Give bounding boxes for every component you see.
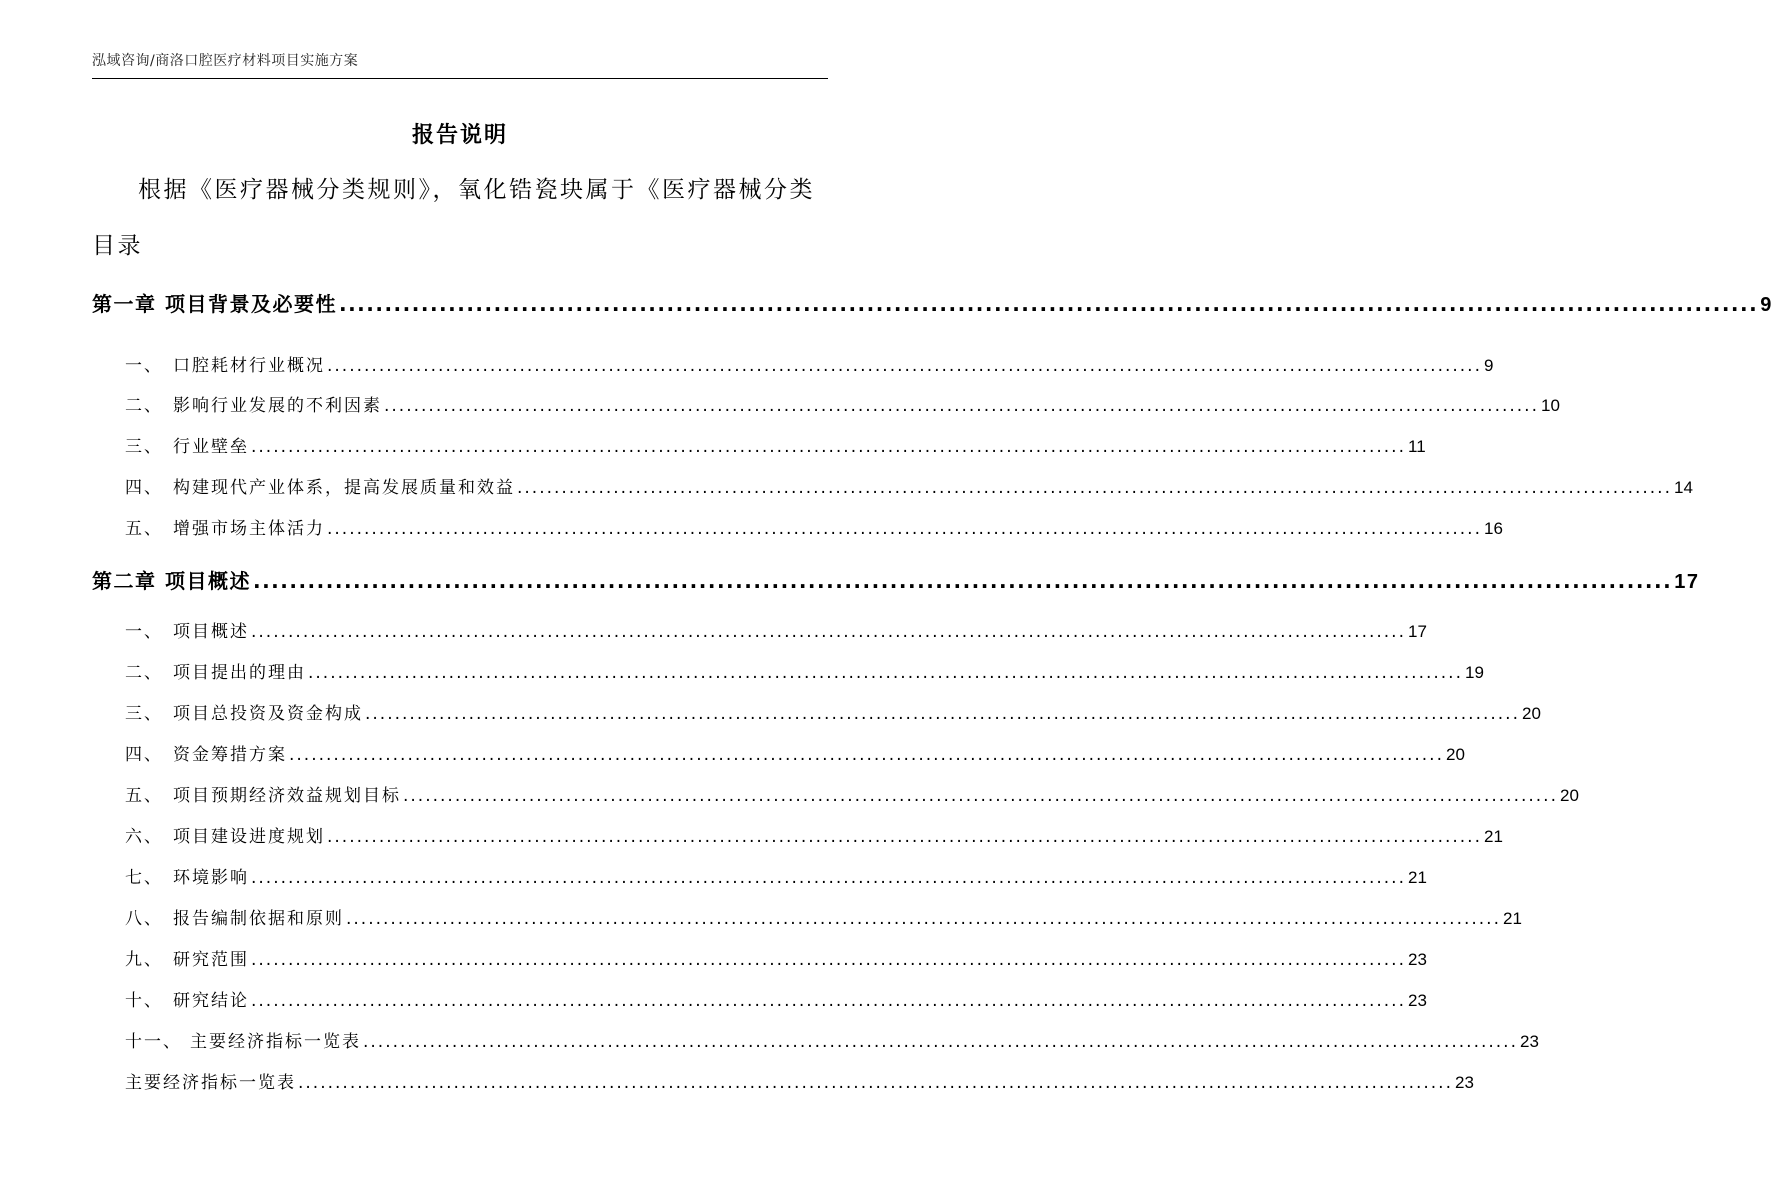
toc-entry-number: 四、 [125,478,163,498]
toc-entry-title: 项目总投资及资金构成 [173,704,363,724]
toc-entry[interactable] [125,351,1494,376]
toc-entry-title: 研究结论 [173,991,249,1011]
toc-entry-number: 三、 [125,437,163,457]
report-intro-paragraph: 根据《医疗器械分类规则》，氧化锆瓷块属于《医疗器械分类目录 [92,177,815,259]
toc-leader-dots: ............................................................................................................................................................ [298,1073,1453,1093]
toc-page-number: 20 [1446,745,1465,764]
toc-entry-title: 项目概述 [173,622,249,642]
toc-entry-title: 资金筹措方案 [173,745,287,765]
toc-leader-dots: ............................................................................................................................................................ [338,292,1759,316]
toc-entry[interactable] [125,699,1541,724]
toc-leader-dots: ............................................................................................................................................................ [252,569,1673,593]
toc-leader-dots: ............................................................................................................................................................ [517,478,1672,498]
toc-entry-number: 一、 [125,356,163,376]
toc-entry-number: 五、 [125,786,163,806]
toc-page-number: 14 [1674,478,1693,497]
toc-entry-number: 三、 [125,704,163,724]
toc-page-number: 20 [1560,786,1579,805]
toc-page-number: 11 [1408,437,1426,456]
toc-entry[interactable] [125,391,1560,416]
toc-chapter-2[interactable] [92,565,1700,594]
toc-leader-dots: ............................................................................................................................................................ [251,437,1406,457]
toc-page-number: 9 [1484,356,1494,375]
toc-leader-dots: ............................................................................................................................................................ [289,745,1444,765]
toc-entry[interactable] [125,904,1522,929]
toc-entry[interactable] [125,781,1579,806]
report-title: 报告说明 [411,123,508,148]
toc-entry[interactable] [125,514,1503,539]
toc-entry-title: 项目预期经济效益规划目标 [173,786,401,806]
toc-entry-title: 构建现代产业体系，提高发展质量和效益 [173,478,515,498]
toc-entry[interactable] [125,1027,1539,1052]
toc-page-number: 21 [1484,827,1503,846]
toc-page-number: 21 [1408,868,1427,887]
toc-entry-number: 十一、 [125,1032,182,1052]
toc-entry[interactable] [125,740,1465,765]
toc-chapter-label: 第一章 项目背景及必要性 [92,292,337,316]
toc-leader-dots: ............................................................................................................................................................ [363,1032,1518,1052]
toc-entry-title: 主要经济指标一览表 [190,1032,361,1052]
toc-entry-title: 研究范围 [173,950,249,970]
toc-leader-dots: ............................................................................................................................................................ [384,396,1539,416]
toc-page-number: 23 [1408,950,1427,969]
toc-entry-title: 影响行业发展的不利因素 [173,396,382,416]
toc-entry-title: 环境影响 [173,868,249,888]
toc-entry[interactable] [125,822,1503,847]
header-rule [92,78,828,79]
toc-entry-number: 四、 [125,745,163,765]
toc-page-number: 23 [1455,1073,1474,1092]
toc-entry-title: 主要经济指标一览表 [125,1073,296,1093]
toc-leader-dots: ............................................................................................................................................................ [251,868,1406,888]
toc-page-number: 20 [1522,704,1541,723]
toc-entry-number: 七、 [125,868,163,888]
toc-chapter-1[interactable] [92,288,1773,317]
toc-entry-number: 五、 [125,519,163,539]
toc-page-number: 17 [1408,622,1427,641]
toc-entry[interactable] [125,986,1427,1011]
toc-entry-title: 项目建设进度规划 [173,827,325,847]
toc-leader-dots: ............................................................................................................................................................ [327,519,1482,539]
toc-leader-dots: ............................................................................................................................................................ [251,991,1406,1011]
toc-leader-dots: ............................................................................................................................................................ [251,950,1406,970]
toc-leader-dots: ............................................................................................................................................................ [403,786,1558,806]
toc-entry[interactable] [125,945,1427,970]
toc-entry-title: 项目提出的理由 [173,663,306,683]
toc-entry[interactable] [125,658,1484,683]
toc-leader-dots: ............................................................................................................................................................ [346,909,1501,929]
toc-leader-dots: ............................................................................................................................................................ [251,622,1406,642]
toc-leader-dots: ............................................................................................................................................................ [365,704,1520,724]
toc-entry-title: 报告编制依据和原则 [173,909,344,929]
toc-page-number: 19 [1465,663,1484,682]
toc-page-number: 17 [1674,571,1700,593]
toc-entry-number: 一、 [125,622,163,642]
toc-entry-number: 二、 [125,396,163,416]
toc-page-number: 16 [1484,519,1503,538]
toc-entry-number: 九、 [125,950,163,970]
toc-entry-number: 八、 [125,909,163,929]
toc-entry-title: 增强市场主体活力 [173,519,325,539]
running-header: 泓域咨询/商洛口腔医疗材料项目实施方案 [92,53,359,69]
toc-entry[interactable] [125,863,1427,888]
toc-entry-number: 二、 [125,663,163,683]
toc-page-number: 23 [1408,991,1427,1010]
toc-entry[interactable] [125,617,1427,642]
toc-entry-number: 六、 [125,827,163,847]
toc-page-number: 10 [1541,396,1560,415]
toc-entry-title: 口腔耗材行业概况 [173,356,325,376]
toc-leader-dots: ............................................................................................................................................................ [327,356,1482,376]
toc-page-number: 9 [1760,294,1773,316]
toc-leader-dots: ............................................................................................................................................................ [308,663,1463,683]
toc-chapter-label: 第二章 项目概述 [92,569,251,593]
toc-table-entry[interactable] [125,1068,1474,1093]
toc-leader-dots: ............................................................................................................................................................ [327,827,1482,847]
toc-entry-number: 十、 [125,991,163,1011]
toc-entry[interactable] [125,473,1693,498]
toc-page-number: 23 [1520,1032,1539,1051]
toc-entry[interactable] [125,432,1426,457]
toc-entry-title: 行业壁垒 [173,437,249,457]
toc-page-number: 21 [1503,909,1522,928]
